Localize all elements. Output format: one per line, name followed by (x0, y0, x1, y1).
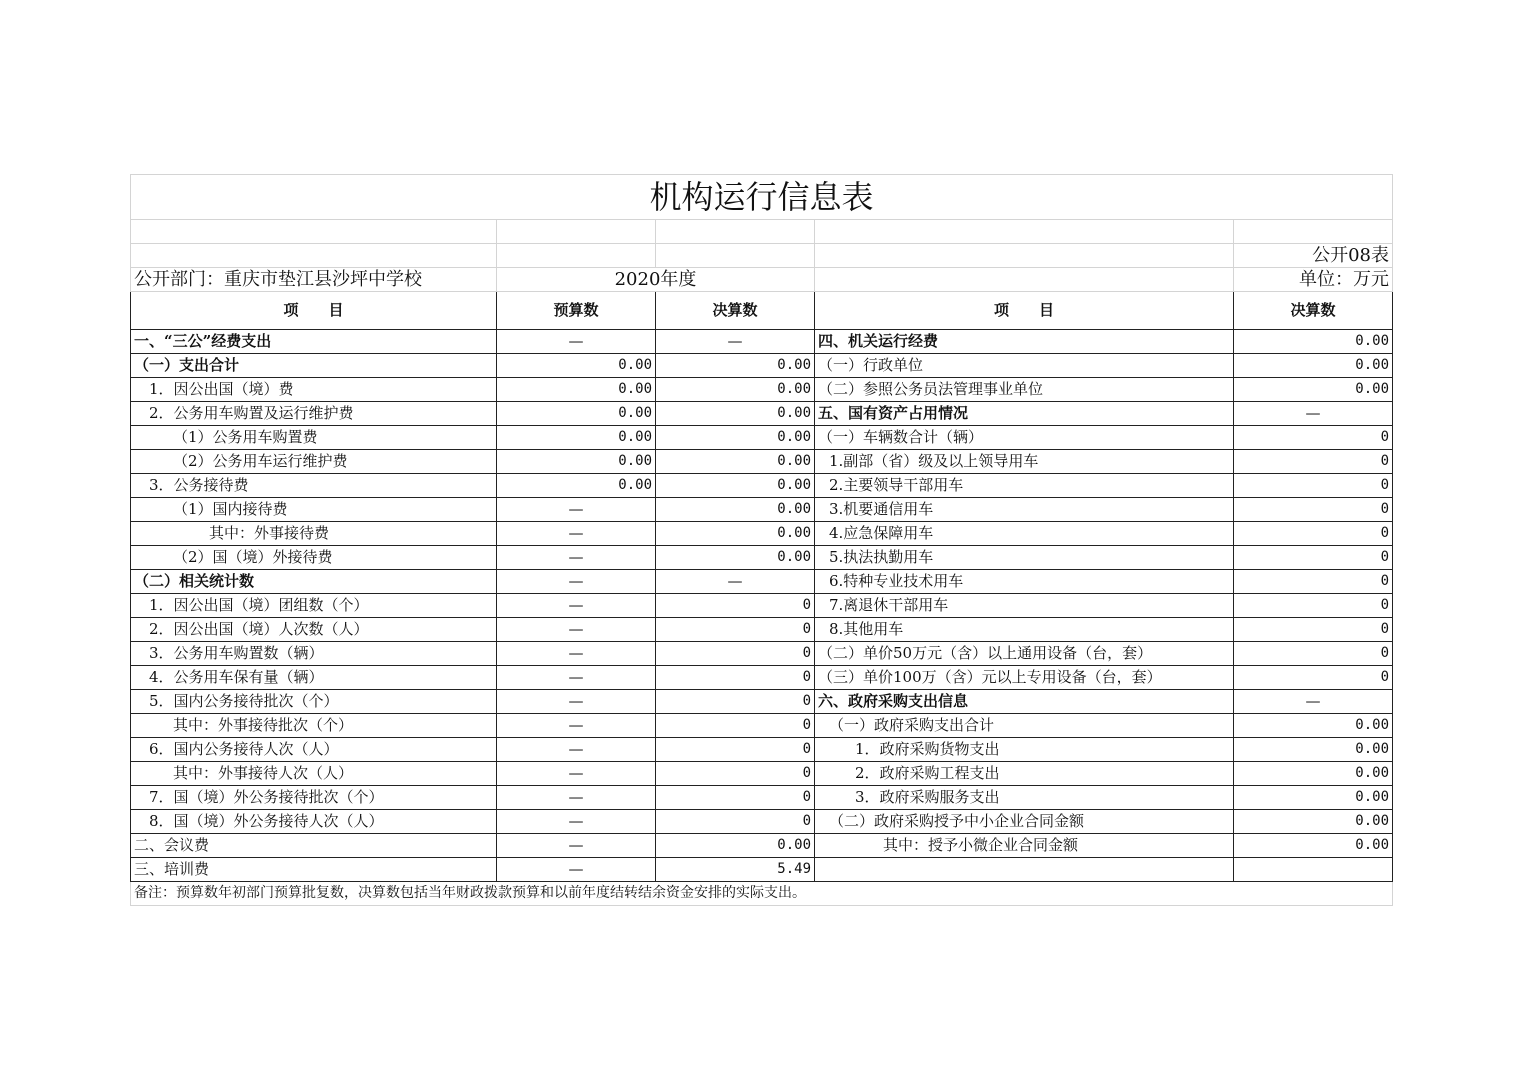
table-row (131, 738, 1393, 762)
right-item-cell: （三）单价100万（含）元以上专用设备（台，套） (815, 666, 1234, 690)
final-left-cell: 0 (656, 714, 815, 738)
right-item-cell: 5.执法执勤用车 (815, 546, 1234, 570)
final-right-cell: 0 (1234, 498, 1393, 522)
budget-cell: — (497, 642, 656, 666)
table-row (131, 810, 1393, 834)
final-left-cell: 5.49 (656, 858, 815, 882)
final-right-cell: 0.00 (1234, 330, 1393, 354)
right-item-cell: （一）车辆数合计（辆） (815, 426, 1234, 450)
right-item-cell: 4.应急保障用车 (815, 522, 1234, 546)
org-operation-table (130, 174, 1393, 906)
blank-cell (131, 220, 497, 244)
table-row (131, 834, 1393, 858)
right-item-cell: （一）行政单位 (815, 354, 1234, 378)
table-row (131, 378, 1393, 402)
right-item-cell: 8.其他用车 (815, 618, 1234, 642)
left-item-cell: （一）支出合计 (131, 354, 497, 378)
right-item-cell (815, 858, 1234, 882)
budget-cell: 0.00 (497, 402, 656, 426)
budget-cell: — (497, 330, 656, 354)
left-item-cell: （二）相关统计数 (131, 570, 497, 594)
left-item-cell: （1）国内接待费 (131, 498, 497, 522)
blank-cell (131, 244, 497, 268)
final-right-cell: 0.00 (1234, 738, 1393, 762)
blank-cell (815, 220, 1234, 244)
left-item-cell: 三、培训费 (131, 858, 497, 882)
final-left-cell: 0.00 (656, 378, 815, 402)
budget-cell: — (497, 666, 656, 690)
final-right-cell: — (1234, 690, 1393, 714)
final-left-cell: 0 (656, 666, 815, 690)
budget-cell: — (497, 834, 656, 858)
left-item-cell: 4．公务用车保有量（辆） (131, 666, 497, 690)
right-item-cell: （一）政府采购支出合计 (815, 714, 1234, 738)
right-item-cell: 6.特种专业技术用车 (815, 570, 1234, 594)
budget-cell: 0.00 (497, 354, 656, 378)
final-left-cell: 0.00 (656, 354, 815, 378)
blank-cell (497, 244, 656, 268)
final-left-cell: 0 (656, 786, 815, 810)
table-row (131, 546, 1393, 570)
form-number: 公开08表 (1234, 244, 1393, 268)
right-item-cell: （二）政府采购授予中小企业合同金额 (815, 810, 1234, 834)
left-item-cell: 其中：外事接待批次（个） (131, 714, 497, 738)
budget-cell: — (497, 738, 656, 762)
left-item-cell: 5．国内公务接待批次（个） (131, 690, 497, 714)
table-row (131, 402, 1393, 426)
final-left-cell: 0 (656, 618, 815, 642)
budget-cell: — (497, 618, 656, 642)
blank-cell (656, 244, 815, 268)
right-item-cell: 六、政府采购支出信息 (815, 690, 1234, 714)
budget-cell: 0.00 (497, 474, 656, 498)
info-table-sheet (130, 174, 1392, 906)
left-item-cell: 其中：外事接待费 (131, 522, 497, 546)
final-left-cell: 0.00 (656, 450, 815, 474)
final-right-cell: 0 (1234, 570, 1393, 594)
final-right-cell: 0.00 (1234, 378, 1393, 402)
left-item-cell: 3．公务接待费 (131, 474, 497, 498)
budget-cell: — (497, 498, 656, 522)
right-item-cell: 7.离退休干部用车 (815, 594, 1234, 618)
table-row (131, 666, 1393, 690)
table-row (131, 858, 1393, 882)
final-left-cell: 0 (656, 762, 815, 786)
left-item-cell: 一、“三公”经费支出 (131, 330, 497, 354)
final-right-cell: 0.00 (1234, 714, 1393, 738)
table-row (131, 642, 1393, 666)
page-title: 机构运行信息表 (131, 175, 1393, 220)
final-left-cell: 0 (656, 642, 815, 666)
table-row (131, 714, 1393, 738)
final-right-cell: 0.00 (1234, 810, 1393, 834)
right-item-cell: 2.主要领导干部用车 (815, 474, 1234, 498)
final-right-cell: 0 (1234, 450, 1393, 474)
table-row (131, 594, 1393, 618)
left-item-cell: （2）国（境）外接待费 (131, 546, 497, 570)
left-item-cell: （1）公务用车购置费 (131, 426, 497, 450)
final-right-cell: 0 (1234, 594, 1393, 618)
budget-cell: — (497, 786, 656, 810)
budget-cell: 0.00 (497, 426, 656, 450)
budget-cell: 0.00 (497, 450, 656, 474)
final-left-cell: 0.00 (656, 498, 815, 522)
unit-label: 单位：万元 (1234, 268, 1393, 292)
final-right-cell: 0.00 (1234, 834, 1393, 858)
table-row (131, 522, 1393, 546)
table-row (131, 786, 1393, 810)
final-left-cell: 0.00 (656, 402, 815, 426)
final-left-cell: 0.00 (656, 522, 815, 546)
final-left-cell: 0 (656, 594, 815, 618)
left-item-cell: 2．因公出国（境）人次数（人） (131, 618, 497, 642)
right-item-cell: 四、机关运行经费 (815, 330, 1234, 354)
final-right-cell: 0 (1234, 426, 1393, 450)
table-row (131, 354, 1393, 378)
right-item-cell: （二）参照公务员法管理事业单位 (815, 378, 1234, 402)
right-item-cell: 其中：授予小微企业合同金额 (815, 834, 1234, 858)
table-row (131, 474, 1393, 498)
left-item-cell: 二、会议费 (131, 834, 497, 858)
table-row (131, 690, 1393, 714)
right-item-cell: 2．政府采购工程支出 (815, 762, 1234, 786)
final-left-cell: 0 (656, 738, 815, 762)
blank-cell (815, 244, 1234, 268)
final-right-cell: 0 (1234, 522, 1393, 546)
table-row (131, 450, 1393, 474)
final-right-cell: 0 (1234, 546, 1393, 570)
right-item-cell: （二）单价50万元（含）以上通用设备（台，套） (815, 642, 1234, 666)
table-row (131, 330, 1393, 354)
budget-cell: — (497, 594, 656, 618)
final-left-cell: 0.00 (656, 474, 815, 498)
fiscal-year: 2020年度 (497, 268, 815, 292)
table-row (131, 762, 1393, 786)
budget-cell: — (497, 810, 656, 834)
table-note: 备注：预算数年初部门预算批复数，决算数包括当年财政拨款预算和以前年度结转结余资金安排的实际支出。 (131, 882, 1393, 906)
left-item-cell: （2）公务用车运行维护费 (131, 450, 497, 474)
final-right-cell: 0.00 (1234, 786, 1393, 810)
budget-cell: — (497, 522, 656, 546)
right-item-cell: 3．政府采购服务支出 (815, 786, 1234, 810)
right-item-cell: 1．政府采购货物支出 (815, 738, 1234, 762)
final-left-cell: — (656, 570, 815, 594)
final-right-cell: 0.00 (1234, 762, 1393, 786)
header-final-right: 决算数 (1234, 292, 1393, 330)
table-row (131, 570, 1393, 594)
right-item-cell: 3.机要通信用车 (815, 498, 1234, 522)
left-item-cell: 3．公务用车购置数（辆） (131, 642, 497, 666)
budget-cell: — (497, 762, 656, 786)
right-item-cell: 五、国有资产占用情况 (815, 402, 1234, 426)
left-item-cell: 2．公务用车购置及运行维护费 (131, 402, 497, 426)
final-left-cell: 0.00 (656, 546, 815, 570)
final-right-cell (1234, 858, 1393, 882)
final-right-cell: 0 (1234, 618, 1393, 642)
department-label: 公开部门：重庆市垫江县沙坪中学校 (131, 268, 497, 292)
table-row (131, 498, 1393, 522)
final-left-cell: 0 (656, 690, 815, 714)
budget-cell: — (497, 714, 656, 738)
blank-cell (1234, 220, 1393, 244)
budget-cell: — (497, 546, 656, 570)
header-final-left: 决算数 (656, 292, 815, 330)
blank-cell (656, 220, 815, 244)
left-item-cell: 8．国（境）外公务接待人次（人） (131, 810, 497, 834)
header-item-right: 项 目 (815, 292, 1234, 330)
final-left-cell: 0.00 (656, 426, 815, 450)
final-right-cell: 0 (1234, 474, 1393, 498)
final-left-cell: 0 (656, 810, 815, 834)
final-right-cell: 0 (1234, 666, 1393, 690)
final-right-cell: — (1234, 402, 1393, 426)
budget-cell: — (497, 570, 656, 594)
final-left-cell: 0.00 (656, 834, 815, 858)
budget-cell: — (497, 690, 656, 714)
left-item-cell: 1．因公出国（境）团组数（个） (131, 594, 497, 618)
final-right-cell: 0.00 (1234, 354, 1393, 378)
final-left-cell: — (656, 330, 815, 354)
budget-cell: — (497, 858, 656, 882)
blank-cell (497, 220, 656, 244)
left-item-cell: 1．因公出国（境）费 (131, 378, 497, 402)
table-row (131, 618, 1393, 642)
blank-cell (815, 268, 1234, 292)
left-item-cell: 7．国（境）外公务接待批次（个） (131, 786, 497, 810)
budget-cell: 0.00 (497, 378, 656, 402)
header-item-left: 项 目 (131, 292, 497, 330)
right-item-cell: 1.副部（省）级及以上领导用车 (815, 450, 1234, 474)
final-right-cell: 0 (1234, 642, 1393, 666)
table-row (131, 426, 1393, 450)
left-item-cell: 6．国内公务接待人次（人） (131, 738, 497, 762)
left-item-cell: 其中：外事接待人次（人） (131, 762, 497, 786)
header-budget: 预算数 (497, 292, 656, 330)
